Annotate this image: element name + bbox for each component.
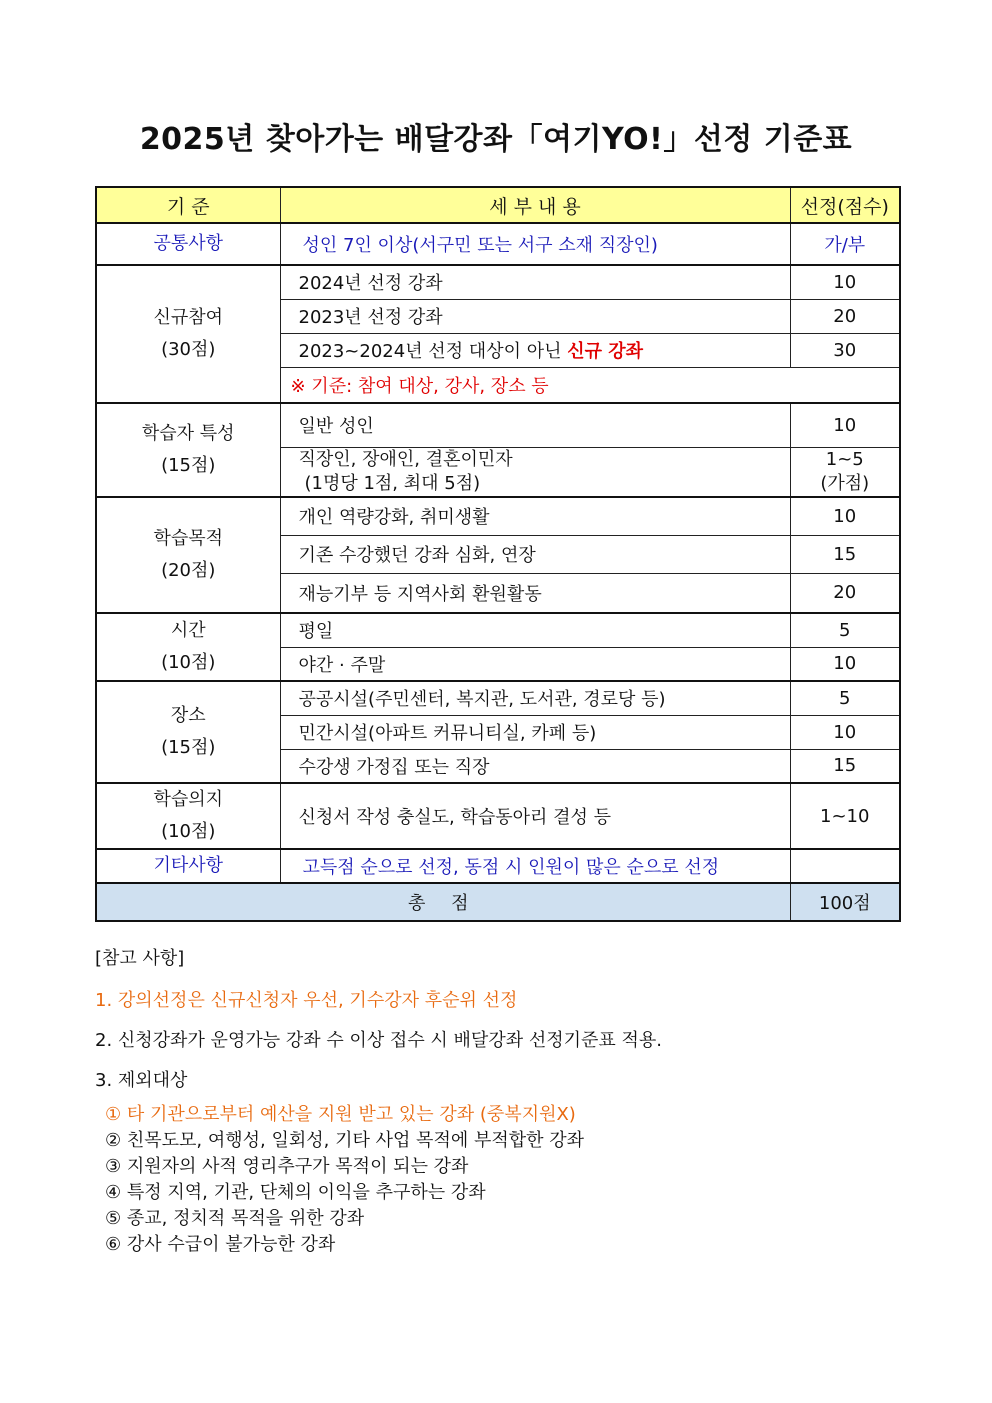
new-label: 신규참여 xyxy=(153,307,224,328)
table-row xyxy=(96,403,900,447)
other-detail: 고득점 순으로 선정, 동점 시 인원이 많은 순으로 선정 xyxy=(280,849,790,883)
criteria-table xyxy=(95,186,901,922)
learner-detail-2: 직장인, 장애인, 결혼이민자 xyxy=(298,448,513,470)
new-score-2: 20 xyxy=(790,299,900,333)
learner-label-cell xyxy=(96,403,280,497)
purpose-score-1: 10 xyxy=(790,497,900,535)
place-detail-3: 수강생 가정집 또는 직장 xyxy=(280,749,790,783)
learner-score-2: 1~5 xyxy=(825,448,864,470)
time-label-cell xyxy=(96,613,280,681)
exclusion-item: ① 타 기관으로부터 예산을 지원 받고 있는 강좌 (중복지원X) xyxy=(105,1104,576,1125)
other-label: 기타사항 xyxy=(96,849,280,883)
learner-score-2-sub: (가점) xyxy=(820,472,870,494)
total-row xyxy=(96,883,900,921)
will-label-cell xyxy=(96,783,280,849)
new-score-1: 10 xyxy=(790,265,900,299)
table-row xyxy=(96,681,900,715)
note-item-1: 1. 강의선정은 신규신청자 우선, 기수강자 후순위 선정 xyxy=(95,990,518,1011)
new-detail-2: 2023년 선정 강좌 xyxy=(280,299,790,333)
table-header-row xyxy=(96,187,900,223)
purpose-points: (20점) xyxy=(161,560,216,581)
purpose-score-2: 15 xyxy=(790,535,900,573)
will-points: (10점) xyxy=(161,821,216,842)
table-row xyxy=(96,265,900,299)
exclusion-item: ③ 지원자의 사적 영리추구가 목적이 되는 강좌 xyxy=(105,1156,469,1177)
place-score-2: 10 xyxy=(790,715,900,749)
common-detail: 성인 7인 이상(서구민 또는 서구 소재 직장인) xyxy=(280,223,790,265)
learner-detail-2-cell xyxy=(280,447,790,497)
place-label-cell xyxy=(96,681,280,783)
place-detail-2: 민간시설(아파트 커뮤니티실, 카페 등) xyxy=(280,715,790,749)
table-row xyxy=(96,223,900,265)
note-item-2: 2. 신청강좌가 운영가능 강좌 수 이상 접수 시 배달강좌 선정기준표 적용. xyxy=(95,1030,662,1051)
will-label: 학습의지 xyxy=(153,789,224,810)
place-score-3: 15 xyxy=(790,749,900,783)
will-score: 1~10 xyxy=(790,783,900,849)
header-score: 선정(점수) xyxy=(790,187,900,223)
place-detail-1: 공공시설(주민센터, 복지관, 도서관, 경로당 등) xyxy=(280,681,790,715)
page-title: 2025년 찾아가는 배달강좌「여기YO!」선정 기준표 xyxy=(139,122,853,157)
learner-points: (15점) xyxy=(161,455,216,476)
purpose-detail-2: 기존 수강했던 강좌 심화, 연장 xyxy=(280,535,790,573)
header-criteria: 기 준 xyxy=(96,187,280,223)
table-row xyxy=(96,849,900,883)
time-detail-2: 야간 · 주말 xyxy=(280,647,790,681)
other-score xyxy=(790,849,900,883)
total-score: 100점 xyxy=(790,883,900,921)
learner-score-2-cell xyxy=(790,447,900,497)
purpose-label-cell xyxy=(96,497,280,613)
exclusion-item: ② 친목도모, 여행성, 일회성, 기타 사업 목적에 부적합한 강좌 xyxy=(105,1130,584,1151)
table-row xyxy=(96,783,900,849)
notes-heading: [참고 사항] xyxy=(95,948,185,969)
new-points: (30점) xyxy=(161,339,216,360)
time-score-2: 10 xyxy=(790,647,900,681)
table-row xyxy=(96,497,900,535)
purpose-detail-1: 개인 역량강화, 취미생활 xyxy=(280,497,790,535)
table-row xyxy=(96,613,900,647)
new-score-3: 30 xyxy=(790,333,900,367)
total-label: 총 점 xyxy=(96,883,790,921)
new-detail-3-text: 2023~2024년 선정 대상이 아닌 xyxy=(298,341,568,362)
new-detail-3 xyxy=(280,333,790,367)
place-points: (15점) xyxy=(161,737,216,758)
learner-score-1: 10 xyxy=(790,403,900,447)
common-label: 공통사항 xyxy=(96,223,280,265)
time-score-1: 5 xyxy=(790,613,900,647)
new-label-cell xyxy=(96,265,280,403)
exclusion-item: ⑥ 강사 수급이 불가능한 강좌 xyxy=(105,1234,336,1255)
purpose-score-3: 20 xyxy=(790,573,900,613)
will-detail: 신청서 작성 충실도, 학습동아리 결성 등 xyxy=(280,783,790,849)
header-details: 세 부 내 용 xyxy=(280,187,790,223)
new-detail-1: 2024년 선정 강좌 xyxy=(280,265,790,299)
new-course-highlight: 신규 강좌 xyxy=(567,341,644,362)
purpose-detail-3: 재능기부 등 지역사회 환원활동 xyxy=(280,573,790,613)
note-item-3: 3. 제외대상 xyxy=(95,1070,188,1091)
common-score: 가/부 xyxy=(790,223,900,265)
time-label: 시간 xyxy=(170,620,206,641)
purpose-label: 학습목적 xyxy=(153,528,224,549)
place-score-1: 5 xyxy=(790,681,900,715)
new-note: ※ 기준: 참여 대상, 강사, 장소 등 xyxy=(280,367,900,403)
learner-label: 학습자 특성 xyxy=(141,423,235,444)
time-points: (10점) xyxy=(161,652,216,673)
exclusion-item: ④ 특정 지역, 기관, 단체의 이익을 추구하는 강좌 xyxy=(105,1182,486,1203)
learner-detail-2-sub: (1명당 1점, 최대 5점) xyxy=(304,472,481,494)
exclusion-item: ⑤ 종교, 정치적 목적을 위한 강좌 xyxy=(105,1208,365,1229)
time-detail-1: 평일 xyxy=(280,613,790,647)
place-label: 장소 xyxy=(170,705,206,726)
learner-detail-1: 일반 성인 xyxy=(280,403,790,447)
